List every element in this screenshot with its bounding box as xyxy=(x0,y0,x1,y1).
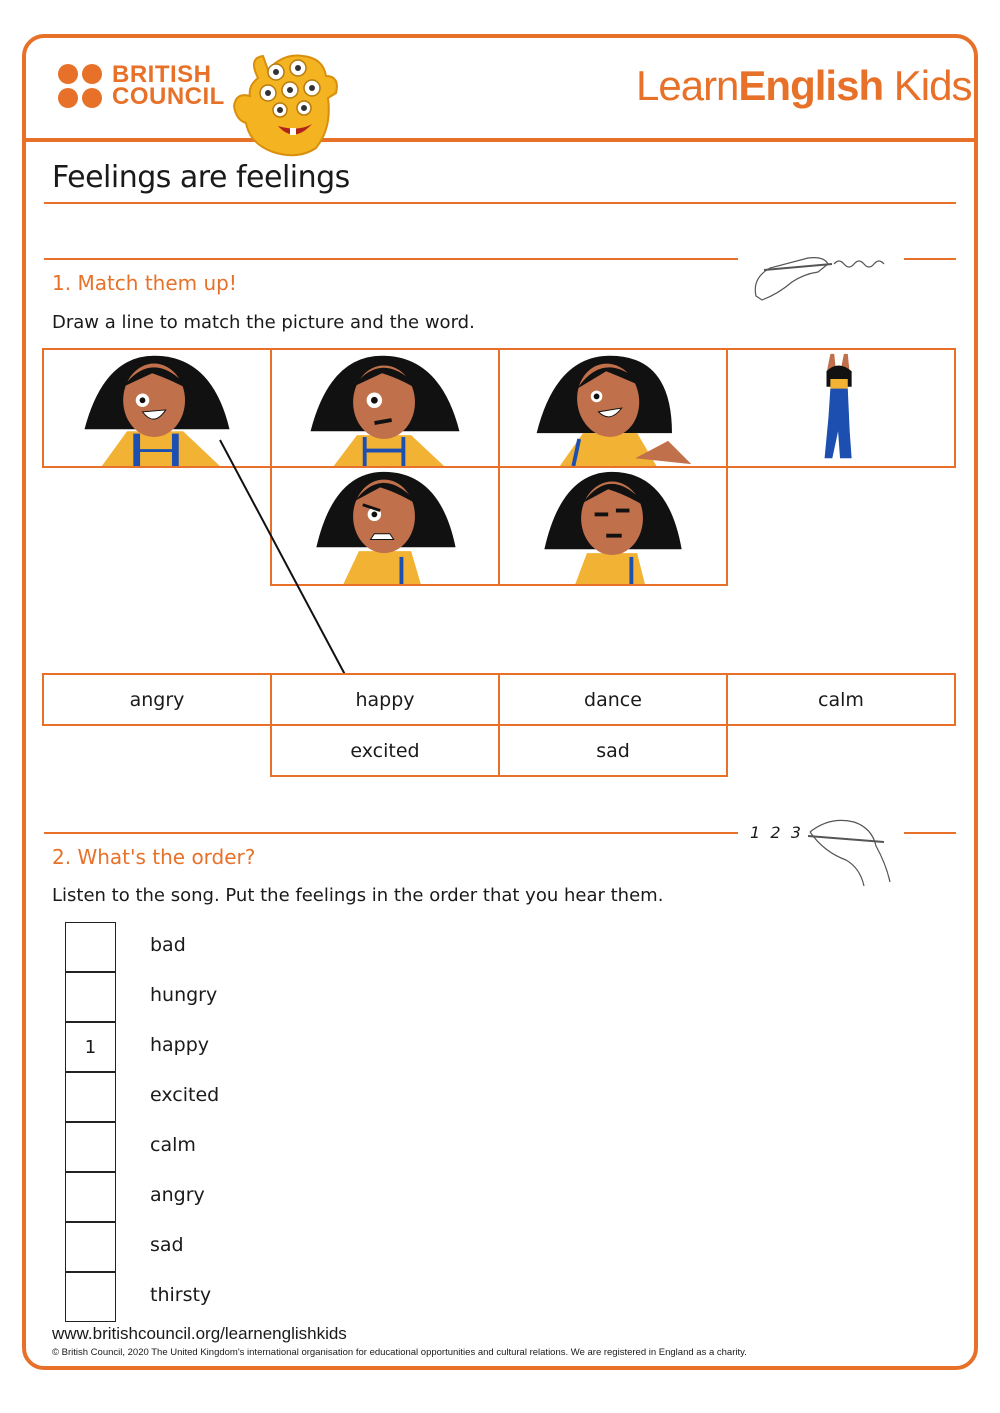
picture-angry-face[interactable] xyxy=(270,466,500,586)
writing-hand-numbers-icon xyxy=(800,812,896,888)
bc-dots-icon xyxy=(58,64,102,108)
section2-instruction: Listen to the song. Put the feelings in the order that you hear them. xyxy=(52,885,664,906)
order-label: happy xyxy=(150,1034,210,1056)
order-label: thirsty xyxy=(150,1284,212,1306)
bc-line1: BRITISH xyxy=(112,61,212,88)
picture-sad-face[interactable] xyxy=(498,466,728,586)
writing-hand-icon xyxy=(748,238,898,304)
order-label: bad xyxy=(150,934,186,956)
picture-happy-face[interactable] xyxy=(42,348,272,468)
learnenglish-kids-logo xyxy=(636,62,971,110)
section2-title: 2. What's the order? xyxy=(52,845,256,869)
word-cell-excited[interactable]: excited xyxy=(270,724,500,777)
title-underline xyxy=(44,202,956,204)
hand-numbers: 1 2 3 xyxy=(750,823,801,842)
order-box[interactable] xyxy=(65,1172,116,1222)
bc-line2: COUNCIL xyxy=(112,83,225,110)
order-box[interactable] xyxy=(65,1222,116,1272)
section1-divider xyxy=(44,258,738,260)
monster-mascot-icon xyxy=(228,48,348,160)
order-box[interactable] xyxy=(65,1272,116,1322)
lek-kids: Kids xyxy=(883,62,972,109)
word-cell-angry[interactable]: angry xyxy=(42,673,272,726)
section1-instruction: Draw a line to match the picture and the word. xyxy=(52,312,475,333)
british-council-logo xyxy=(58,61,225,110)
order-box[interactable] xyxy=(65,972,116,1022)
order-box[interactable] xyxy=(65,922,116,972)
order-label: calm xyxy=(150,1134,196,1156)
section1-title: 1. Match them up! xyxy=(52,271,237,295)
word-cell-sad[interactable]: sad xyxy=(498,724,728,777)
footer-copyright: © British Council, 2020 The United Kingdom's international organisation for educational opportunities and cultural relations. We are registered in England as a charity. xyxy=(52,1347,747,1358)
word-cell-dance[interactable]: dance xyxy=(498,673,728,726)
footer-url[interactable]: www.britishcouncil.org/learnenglishkids xyxy=(52,1324,347,1343)
picture-dance-face[interactable] xyxy=(498,348,728,468)
order-label: excited xyxy=(150,1084,220,1106)
word-cell-calm[interactable]: calm xyxy=(726,673,956,726)
worksheet-title: Feelings are feelings xyxy=(52,160,350,195)
order-box[interactable]: 1 xyxy=(65,1022,116,1072)
word-cell-happy[interactable]: happy xyxy=(270,673,500,726)
header-divider xyxy=(24,138,976,142)
order-label: angry xyxy=(150,1184,205,1206)
lek-english: English xyxy=(738,62,884,109)
order-label: sad xyxy=(150,1234,184,1256)
picture-excited-face[interactable] xyxy=(270,348,500,468)
order-label: hungry xyxy=(150,984,218,1006)
order-box[interactable] xyxy=(65,1122,116,1172)
section2-divider-end xyxy=(904,832,956,834)
order-box[interactable] xyxy=(65,1072,116,1122)
lek-learn: Learn xyxy=(636,62,739,109)
picture-calm-figure[interactable] xyxy=(726,348,956,468)
section2-divider xyxy=(44,832,738,834)
section1-divider-end xyxy=(904,258,956,260)
